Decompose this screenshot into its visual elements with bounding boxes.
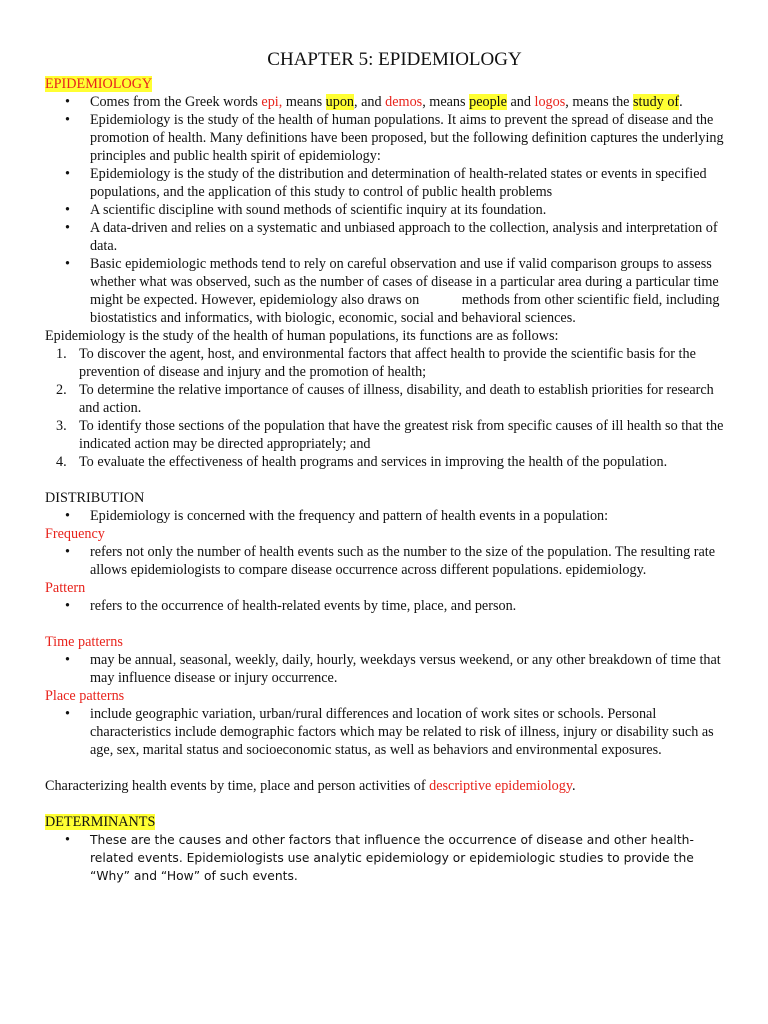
bullet-frequency: • refers not only the number of health events such as the number to the size of the population. The resulting rate allows epidemiologists to compare disease occurrence across different populations. epidemiology. <box>45 543 724 579</box>
pattern-bullets <box>45 597 724 615</box>
functions-list <box>45 345 724 471</box>
functions-intro: Epidemiology is the study of the health of human populations, its functions are as follows: <box>45 328 559 344</box>
bullet-greek-origin: • Comes from the Greek words epi, means upon, and demos, means people and logos, means the study of. <box>45 93 724 111</box>
place-pattern-bullets <box>45 705 724 759</box>
section-heading-epidemiology: EPIDEMIOLOGY <box>45 76 153 92</box>
section-heading-determinants: DETERMINANTS <box>45 814 156 830</box>
bullet-determinants: • These are the causes and other factors that influence the occurrence of disease and other health-related events. Epidemiologists use analytic epidemiology or epidemiologic studies to provide the “Why” and “How” of such events. <box>45 831 724 885</box>
chapter-title: CHAPTER 5: EPIDEMIOLOGY <box>267 49 522 70</box>
bullet-time-patterns: • may be annual, seasonal, weekly, daily, hourly, weekdays versus weekend, or any other breakdown of time that may influence disease or injury occurrence. <box>45 651 724 687</box>
bullet-place-patterns: • include geographic variation, urban/rural differences and location of work sites or schools. Personal characteristics include demographic factors which may be related to risk of illness, injury or disability such as age, sex, marital status and socioeconomic status, as well as behaviors and environmental exposures. <box>45 705 724 759</box>
function-item-3: 3. To identify those sections of the population that have the greatest risk from specific causes of ill health so that the indicated action may be directed appropriately; and <box>56 418 724 452</box>
function-item-1: 1. To discover the agent, host, and environmental factors that affect health to provide the scientific basis for the prevention of disease and injury and the promotion of health; <box>56 346 696 380</box>
subheading-time-patterns: Time patterns <box>45 634 123 650</box>
bullet-basic-methods: • Basic epidemiologic methods tend to rely on careful observation and use if valid comparison groups to assess whether what was observed, such as the number of cases of disease in a particular area during a particular time might be expected. However, epidemiology also draws on methods from other scientific field, including biostatistics and informatics, with biologic, economic, social and behavioral sciences. <box>45 255 724 327</box>
function-item-2: 2. To determine the relative importance of causes of illness, disability, and death to establish priorities for research and action. <box>56 382 714 416</box>
frequency-bullets <box>45 543 724 579</box>
bullet-distribution: • Epidemiology is concerned with the frequency and pattern of health events in a population: <box>45 507 724 525</box>
distribution-bullets <box>45 507 724 525</box>
bullet-pattern: • refers to the occurrence of health-related events by time, place, and person. <box>45 597 724 615</box>
time-pattern-bullets <box>45 651 724 687</box>
section-heading-distribution: DISTRIBUTION <box>45 490 145 506</box>
subheading-frequency: Frequency <box>45 526 105 542</box>
subheading-pattern: Pattern <box>45 580 86 596</box>
bullet-definition-2: • Epidemiology is the study of the distribution and determination of health-related states or events in specified populations, and the application of this study to control of public health problems <box>45 165 724 201</box>
function-item-4: 4. To evaluate the effectiveness of health programs and services in improving the health of the population. <box>56 454 668 470</box>
subheading-place-patterns: Place patterns <box>45 688 125 704</box>
determinants-bullets <box>45 831 724 885</box>
bullet-definition-1: • Epidemiology is the study of the health of human populations. It aims to prevent the spread of disease and the promotion of health. Many definitions have been proposed, but the following definition captures the underlying principles and public health spirit of epidemiology: <box>45 111 724 165</box>
characterizing-sentence: Characterizing health events by time, place and person activities of descriptive epidemiology. <box>45 778 576 794</box>
bullet-scientific-discipline: • A scientific discipline with sound methods of scientific inquiry at its foundation. <box>45 201 724 219</box>
bullet-data-driven: • A data-driven and relies on a systematic and unbiased approach to the collection, analysis and interpretation of data. <box>45 219 724 255</box>
epidemiology-bullets <box>45 93 730 327</box>
